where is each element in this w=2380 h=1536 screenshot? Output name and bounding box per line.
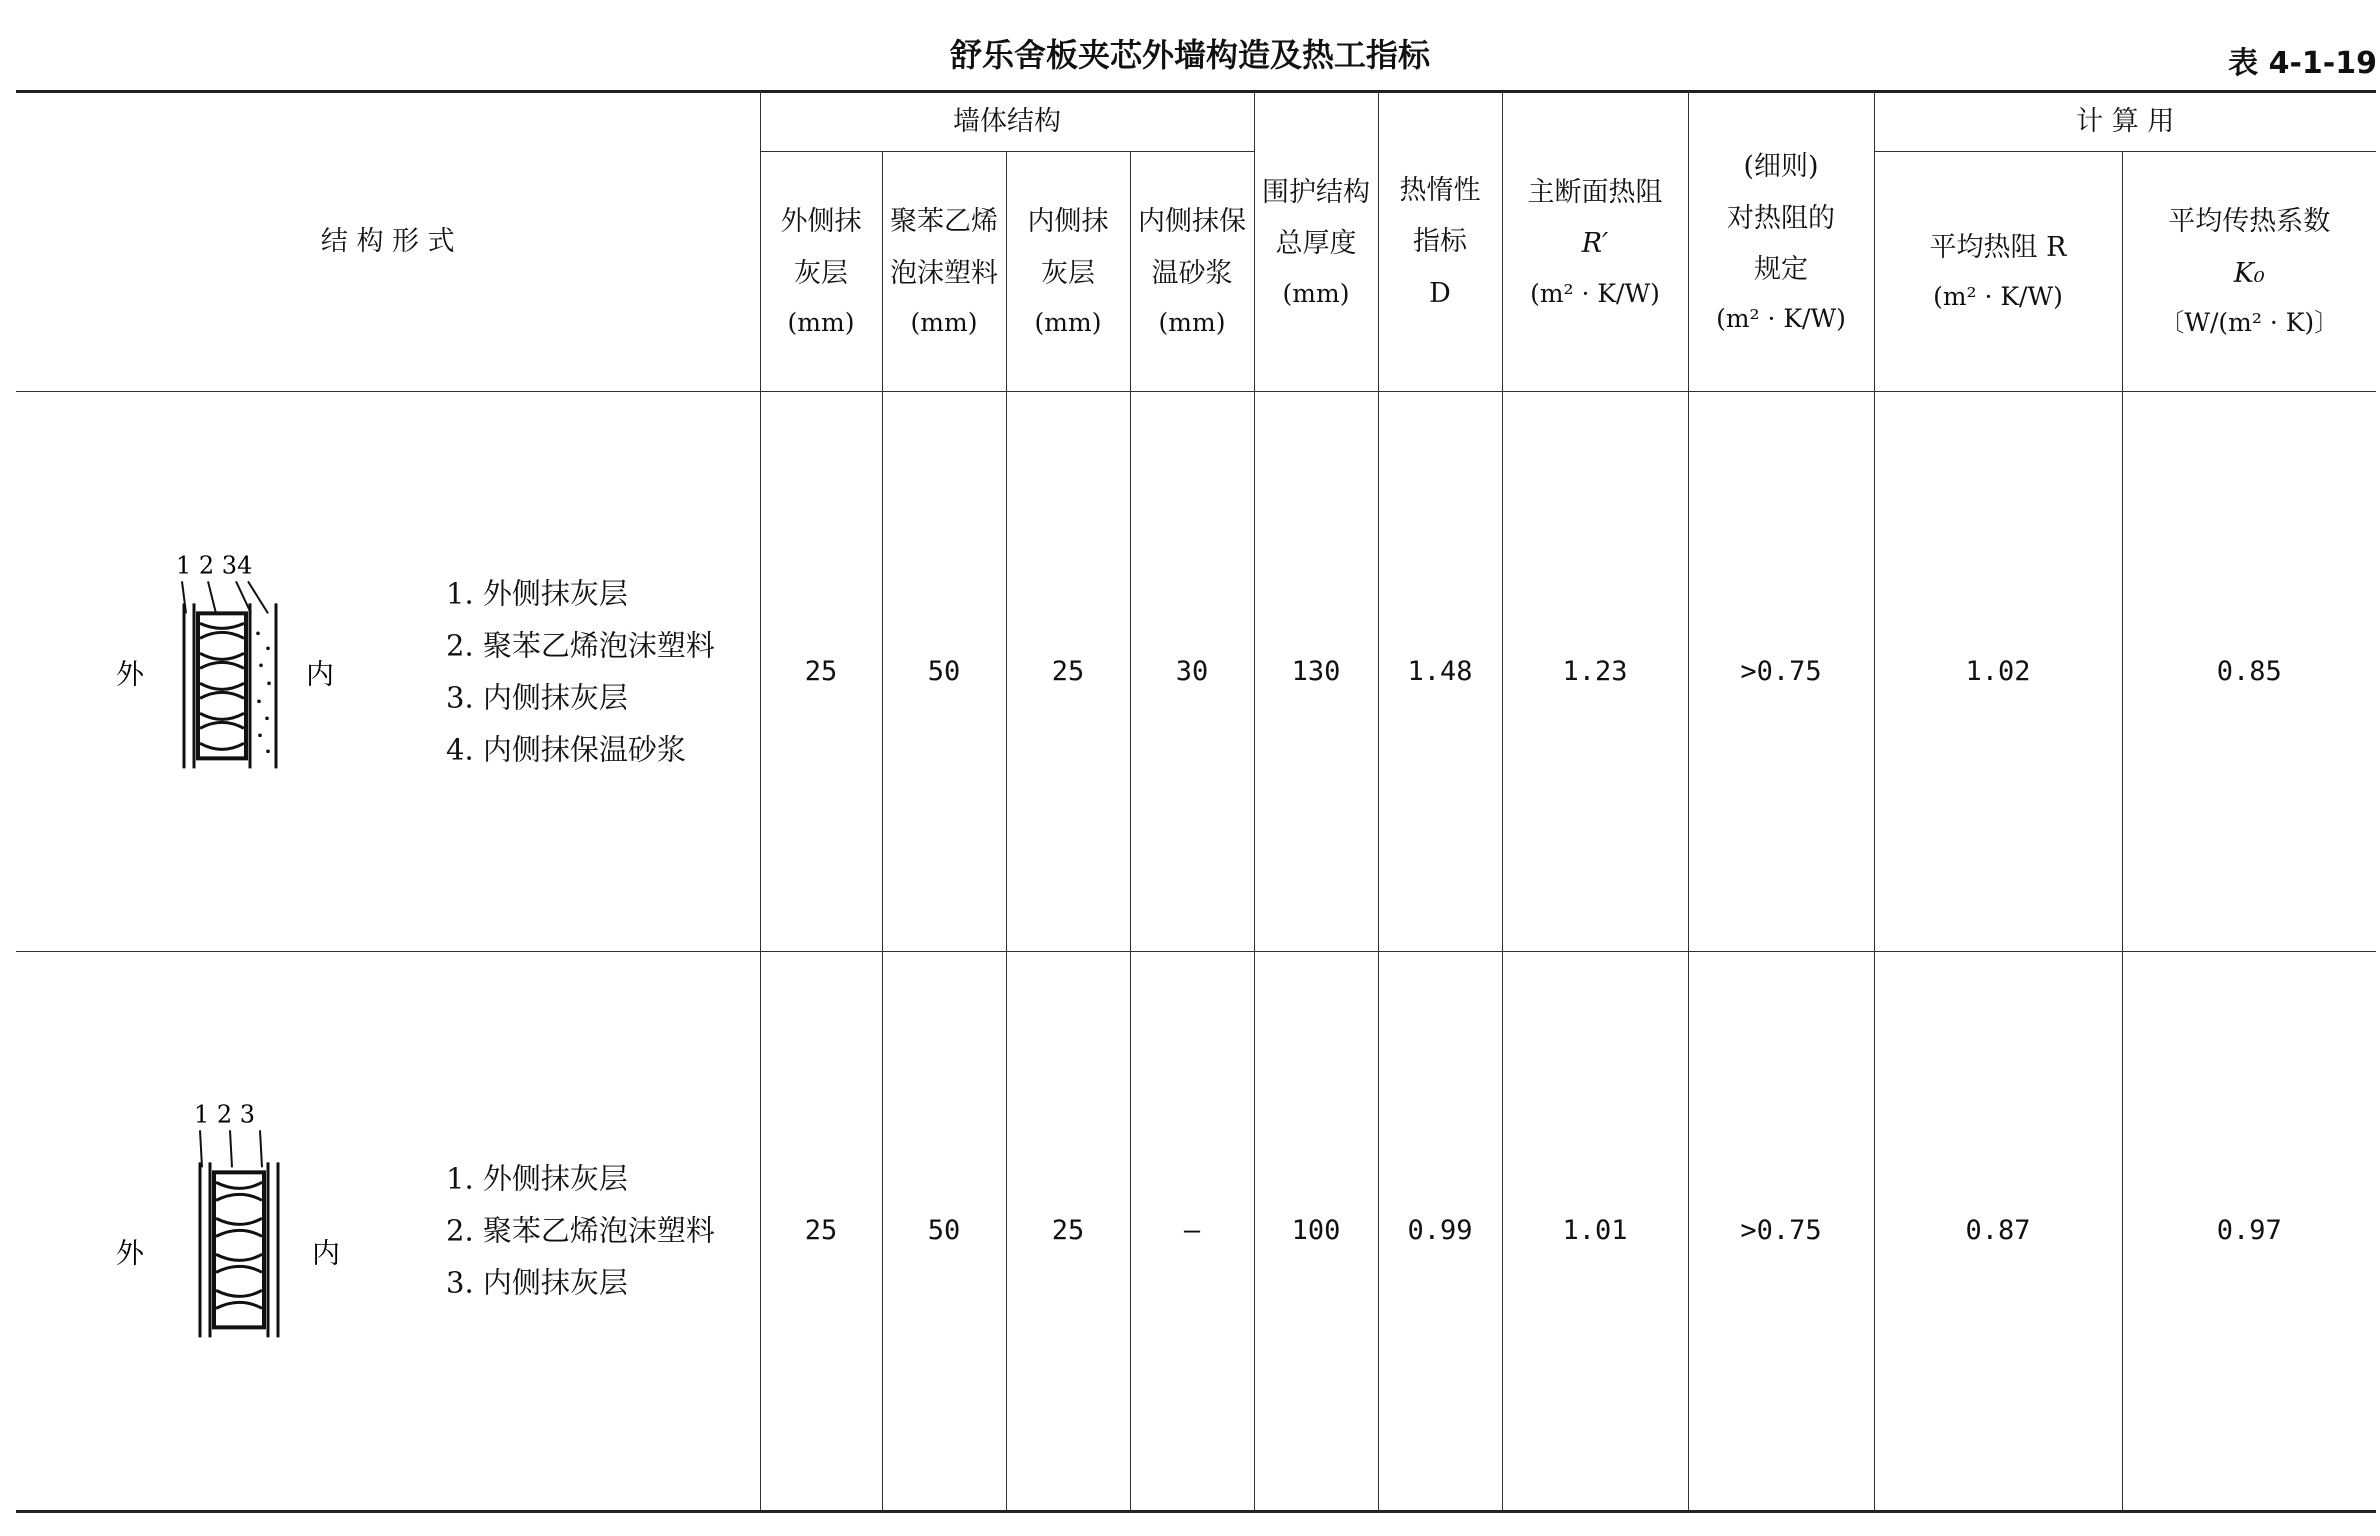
thickness-header [1254, 92, 1378, 392]
form-header-text: 结 构 形 式 [320, 226, 455, 258]
thickness-header-l1: 围护结构 [1262, 176, 1370, 208]
k-avg-value: 0.97 [2122, 952, 2376, 1512]
outer-plaster-value: 25 [760, 952, 882, 1512]
inner-mortar-header [1130, 152, 1254, 392]
legend-item: 3. 内侧抹灰层 [446, 1266, 628, 1301]
eps-value: 50 [882, 392, 1006, 952]
r-avg-header [1874, 152, 2122, 392]
inner-plaster-value: 25 [1006, 392, 1130, 952]
legend-item: 1. 外侧抹灰层 [446, 1161, 628, 1196]
k-avg-value: 0.85 [2122, 392, 2376, 952]
r-rule-header-l3: 规定 [1754, 253, 1808, 285]
inner-plaster-l1: 内侧抹 [1027, 206, 1109, 238]
outside-label: 外 [116, 1236, 145, 1270]
inner-plaster-header [1006, 152, 1130, 392]
r-rule-header-l2: 对热阻的 [1727, 202, 1835, 234]
legend-list-row1 [446, 567, 715, 776]
k-avg-l2: K₀ [2233, 257, 2265, 289]
r-avg-value: 0.87 [1874, 952, 2122, 1512]
r-rule-header-l1: (细则) [1743, 151, 1819, 183]
r-main-header [1502, 92, 1688, 392]
k-avg-header [2122, 152, 2376, 392]
legend-item: 1. 外侧抹灰层 [446, 576, 628, 611]
r-main-value: 1.01 [1502, 952, 1688, 1512]
wall-structure-header: 墙体结构 [760, 92, 1254, 152]
outer-plaster-value: 25 [760, 392, 882, 952]
thickness-value: 100 [1254, 952, 1378, 1512]
diagram-numbers: 1 2 3 [194, 1100, 256, 1129]
inner-mortar-value: 30 [1130, 392, 1254, 952]
r-rule-value: >0.75 [1688, 392, 1874, 952]
form-cell-row1 [16, 392, 760, 952]
inside-label: 内 [312, 1236, 341, 1270]
calc-header-text: 计 算 用 [2076, 106, 2175, 138]
inner-plaster-l2: 灰层 [1041, 257, 1095, 289]
inner-plaster-value: 25 [1006, 952, 1130, 1512]
r-main-header-unit: (m² · K/W) [1530, 278, 1660, 308]
thickness-header-unit: (mm) [1282, 278, 1350, 308]
r-rule-value: >0.75 [1688, 952, 1874, 1512]
outer-plaster-header [760, 152, 882, 392]
r-avg-unit: (m² · K/W) [1933, 282, 2063, 312]
eps-l1: 聚苯乙烯 [890, 206, 998, 238]
outer-plaster-l1: 外侧抹 [780, 206, 862, 238]
r-main-value: 1.23 [1502, 392, 1688, 952]
wall-section-diagram-3layer [116, 1092, 341, 1369]
inner-mortar-l1: 内侧抹保 [1138, 206, 1246, 238]
legend-list-row2 [446, 1153, 715, 1310]
inertia-header-l3: D [1429, 277, 1451, 309]
legend-item: 2. 聚苯乙烯泡沫塑料 [446, 628, 715, 663]
r-rule-header [1688, 92, 1874, 392]
wall-section-diagram-4layer [116, 543, 336, 800]
thickness-header-l2: 总厚度 [1275, 228, 1357, 260]
r-main-header-l2: R′ [1581, 228, 1609, 260]
inertia-header [1378, 92, 1502, 392]
eps-value: 50 [882, 952, 1006, 1512]
thermal-table [16, 90, 2376, 1513]
form-header [16, 92, 760, 392]
legend-item: 2. 聚苯乙烯泡沫塑料 [446, 1213, 715, 1248]
table-number: 表 4-1-19 [2228, 46, 2377, 81]
k-avg-l1: 平均传热系数 [2168, 206, 2331, 238]
r-main-header-l1: 主断面热阻 [1527, 176, 1663, 208]
outer-plaster-l2: 灰层 [794, 257, 848, 289]
inertia-header-l1: 热惰性 [1399, 175, 1481, 207]
inner-mortar-unit: (mm) [1158, 308, 1226, 338]
diagram-numbers: 1 2 34 [176, 550, 253, 579]
inner-mortar-l2: 温砂浆 [1151, 257, 1233, 289]
r-avg-value: 1.02 [1874, 392, 2122, 952]
r-avg-l1: 平均热阻 R [1929, 232, 2067, 264]
calc-header [1874, 92, 2376, 152]
inertia-header-l2: 指标 [1413, 226, 1467, 258]
inner-plaster-unit: (mm) [1034, 308, 1102, 338]
eps-header [882, 152, 1006, 392]
inertia-value: 1.48 [1378, 392, 1502, 952]
k-avg-unit: 〔W/(m² · K)〕 [2159, 308, 2340, 338]
table-row [16, 952, 2376, 1512]
outside-label: 外 [116, 656, 145, 690]
outer-plaster-unit: (mm) [787, 308, 855, 338]
inner-mortar-value: — [1130, 952, 1254, 1512]
eps-l2: 泡沫塑料 [890, 257, 998, 289]
table-row [16, 392, 2376, 952]
legend-item: 4. 内侧抹保温砂浆 [446, 732, 686, 767]
thickness-value: 130 [1254, 392, 1378, 952]
inertia-value: 0.99 [1378, 952, 1502, 1512]
inside-label: 内 [306, 656, 335, 690]
legend-item: 3. 内侧抹灰层 [446, 680, 628, 715]
page-title: 舒乐舍板夹芯外墙构造及热工指标 [949, 36, 1430, 74]
r-rule-header-unit: (m² · K/W) [1716, 304, 1846, 334]
eps-unit: (mm) [910, 308, 978, 338]
form-cell-row2 [16, 952, 760, 1512]
